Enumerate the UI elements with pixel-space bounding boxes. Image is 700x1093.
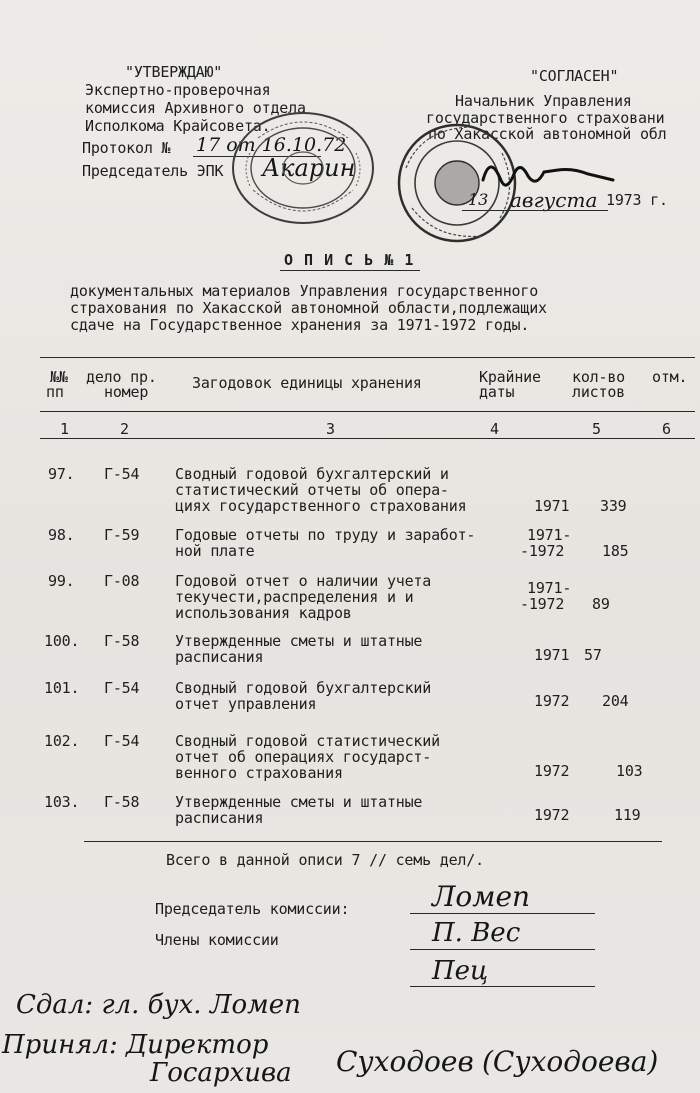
approval-line-3: Исполкома Крайсовета. xyxy=(85,117,271,135)
header-dates-2: даты xyxy=(479,383,515,401)
row-102-title-2: отчет об операциях государст- xyxy=(175,748,432,766)
row-97-sheets: 339 xyxy=(600,497,627,515)
column-number-1: 1 xyxy=(60,420,69,438)
row-100-sheets: 57 xyxy=(584,646,602,664)
approval-line-2: комиссия Архивного отдела xyxy=(85,99,306,117)
row-100-title-2: расписания xyxy=(175,648,264,666)
agreed-heading: "СОГЛАСЕН" xyxy=(530,67,619,85)
commission-chairman-signature: Ломеп xyxy=(432,880,531,913)
row-98-dates-2: -1972 xyxy=(520,542,565,560)
received-archive-note: Госархива xyxy=(150,1058,292,1088)
row-97-case: Г-54 xyxy=(104,465,140,483)
row-99-dates-2: -1972 xyxy=(520,595,565,613)
chairman-sign-line xyxy=(410,913,595,914)
agreed-line-3: по Хакасской автономной обл xyxy=(428,125,667,143)
row-100-num: 100. xyxy=(44,632,80,650)
header-num: №№ xyxy=(50,368,68,386)
header-sheets: кол-во xyxy=(572,368,625,386)
row-99-title-1: Годовой отчет о наличии учета xyxy=(175,572,432,590)
column-number-rule xyxy=(40,438,695,439)
row-97-dates: 1971 xyxy=(534,497,570,515)
header-note: отм. xyxy=(652,368,688,386)
member-1-sign-line xyxy=(410,949,595,950)
commission-member-1-signature: П. Вес xyxy=(432,918,521,948)
row-100-title-1: Утвержденные сметы и штатные xyxy=(175,632,423,650)
agreed-date-month: августа xyxy=(510,188,598,212)
header-case: дело пр. xyxy=(86,368,157,386)
row-101-dates: 1972 xyxy=(534,692,570,710)
agreed-date-underline xyxy=(462,210,608,211)
row-102-case: Г-54 xyxy=(104,732,140,750)
column-number-6: 6 xyxy=(662,420,671,438)
agreed-line-2: государственного страховани xyxy=(426,109,665,127)
inventory-total: Всего в данной описи 7 // семь дел/. xyxy=(166,851,484,869)
row-103-dates: 1972 xyxy=(534,806,570,824)
row-102-title-1: Сводный годовой статистический xyxy=(175,732,440,750)
row-97-title-3: циях государственного страхования xyxy=(175,497,467,515)
commission-member-2-signature: Пец xyxy=(432,956,489,986)
row-98-title-1: Годовые отчеты по труду и заработ- xyxy=(175,526,476,544)
row-103-title-2: расписания xyxy=(175,809,264,827)
agreed-date-day: 13 xyxy=(468,190,489,209)
row-102-dates: 1972 xyxy=(534,762,570,780)
row-101-sheets: 204 xyxy=(602,692,629,710)
row-97-title-2: статистический отчеты об опера- xyxy=(175,481,449,499)
header-title: Загодовок единицы хранения xyxy=(192,374,422,392)
commission-members-label: Члены комиссии xyxy=(155,931,279,949)
row-98-case: Г-59 xyxy=(104,526,140,544)
protocol-label: Протокол № xyxy=(82,139,171,157)
row-101-title-2: отчет управления xyxy=(175,695,317,713)
row-97-num: 97. xyxy=(48,465,75,483)
row-99-sheets: 89 xyxy=(592,595,610,613)
row-98-num: 98. xyxy=(48,526,75,544)
table-top-rule xyxy=(40,357,695,358)
row-100-dates: 1971 xyxy=(534,646,570,664)
row-97-title-1: Сводный годовой бухгалтерский и xyxy=(175,465,449,483)
row-99-title-3: использования кадров xyxy=(175,604,352,622)
row-99-title-2: текучести,распределения и и xyxy=(175,588,414,606)
row-103-title-1: Утвержденные сметы и штатные xyxy=(175,793,423,811)
title-underline xyxy=(280,270,420,271)
row-98-dates-1: 1971- xyxy=(527,526,572,544)
agreed-date-year: 1973 г. xyxy=(606,191,668,209)
column-number-4: 4 xyxy=(490,420,499,438)
row-102-num: 102. xyxy=(44,732,80,750)
row-99-num: 99. xyxy=(48,572,75,590)
description-line-2: страхования по Хакасской автономной области,подлежащих xyxy=(70,299,547,317)
row-102-sheets: 103 xyxy=(616,762,643,780)
row-101-title-1: Сводный годовой бухгалтерский xyxy=(175,679,432,697)
received-signature: Суходоев xyxy=(336,1045,474,1078)
row-103-sheets: 119 xyxy=(614,806,641,824)
column-number-5: 5 xyxy=(592,420,601,438)
header-case-2: номер xyxy=(104,383,149,401)
row-99-dates-1: 1971- xyxy=(527,579,572,597)
row-103-case: Г-58 xyxy=(104,793,140,811)
table-bottom-rule xyxy=(84,841,662,842)
epk-chairman-signature: Акарин xyxy=(262,154,356,182)
row-99-case: Г-08 xyxy=(104,572,140,590)
header-sheets-2: листов xyxy=(572,383,625,401)
row-101-num: 101. xyxy=(44,679,80,697)
description-line-1: документальных материалов Управления государственного xyxy=(70,282,539,300)
member-2-sign-line xyxy=(410,986,595,987)
row-102-title-3: венного страхования xyxy=(175,764,343,782)
agreed-line-1: Начальник Управления xyxy=(455,92,632,110)
description-line-3: сдаче на Государственное хранения за 1971-1972 годы. xyxy=(70,316,530,334)
received-note: Принял: Директор xyxy=(2,1030,269,1060)
archive-seal-stamp xyxy=(228,108,378,228)
header-num-2: пп xyxy=(46,383,64,401)
row-98-title-2: ной плате xyxy=(175,542,255,560)
row-101-case: Г-54 xyxy=(104,679,140,697)
inventory-title: О П И С Ь № 1 xyxy=(284,251,415,269)
received-name: (Суходоева) xyxy=(482,1045,659,1078)
row-98-sheets: 185 xyxy=(602,542,629,560)
approval-line-1: Экспертно-проверочная xyxy=(85,81,271,99)
row-103-num: 103. xyxy=(44,793,80,811)
handed-over-note: Сдал: гл. бух. Ломеп xyxy=(16,990,301,1020)
header-dates: Крайние xyxy=(479,368,541,386)
column-number-3: 3 xyxy=(326,420,335,438)
protocol-value: 17 от 16.10.72 xyxy=(196,134,347,156)
column-number-2: 2 xyxy=(120,420,129,438)
row-100-case: Г-58 xyxy=(104,632,140,650)
commission-chairman-label: Председатель комиссии: xyxy=(155,900,350,918)
epk-chairman-label: Председатель ЭПК xyxy=(82,162,224,180)
approval-heading: "УТВЕРЖДАЮ" xyxy=(125,63,223,81)
table-header-rule xyxy=(40,411,695,412)
